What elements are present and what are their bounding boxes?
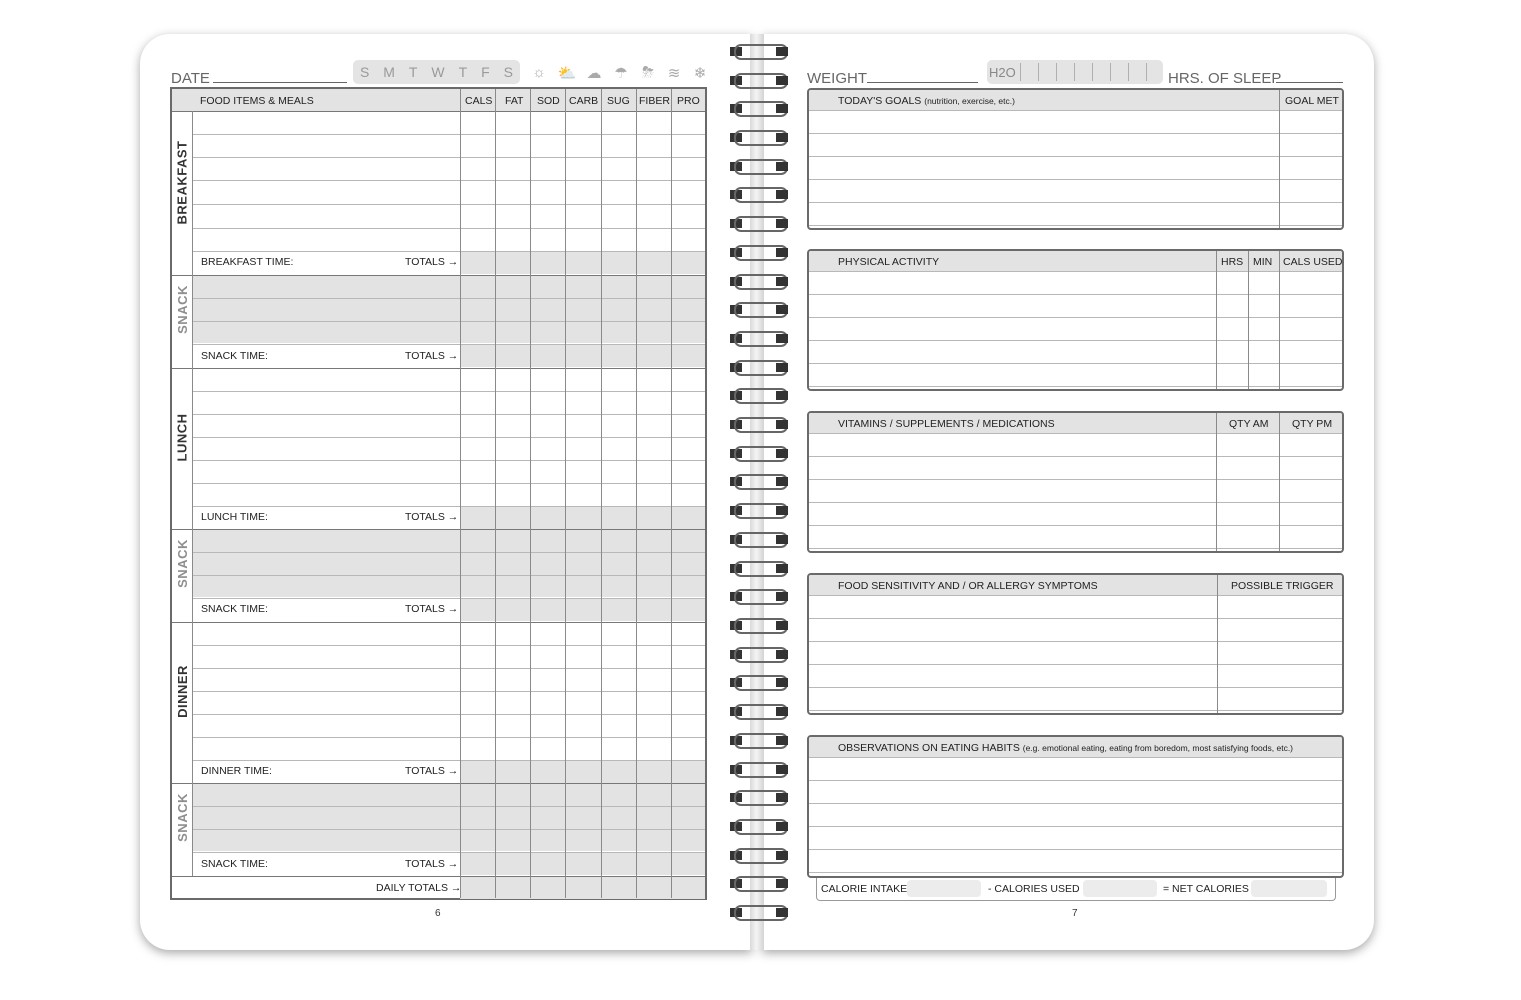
page-number-right: 7 [1072,908,1078,919]
row-line [192,157,705,158]
col-qty-pm: QTY PM [1292,418,1333,430]
row-line [192,437,705,438]
spiral-ring [730,848,788,862]
box-column-line [1248,251,1249,389]
box-row-line [809,433,1342,434]
spiral-ring [730,790,788,804]
day-mon[interactable]: M [383,64,395,80]
box-column-line [1279,90,1280,228]
snack-section-label-2: SNACK [174,538,190,588]
food-items-header: FOOD ITEMS & MEALS [200,95,314,107]
weekday-selector [353,60,520,84]
box-row-line [809,548,1342,549]
snack2-time-label: SNACK TIME: [201,603,268,615]
row-line [192,391,705,392]
box-row-line [809,780,1342,781]
observations-title: OBSERVATIONS ON EATING HABITS (e.g. emotional eating, eating from boredom, most satisfying foods, etc.) [838,742,1294,754]
spiral-ring [730,216,788,230]
row-line [192,598,705,599]
spiral-ring [730,503,788,517]
row-line [192,668,705,669]
partly-cloudy-icon[interactable]: ⛅ [557,65,577,82]
spiral-ring [730,762,788,776]
daily-totals-label: DAILY TOTALS → [376,882,462,894]
row-line [192,714,705,715]
spiral-ring [730,704,788,718]
box-row-line [809,133,1342,134]
box-column-line [1279,413,1280,551]
box-column-line [1279,251,1280,389]
box-row-line [809,202,1342,203]
row-line [192,806,705,807]
day-thu[interactable]: T [458,64,468,80]
snack1-totals-label: TOTALS → [405,350,459,362]
storm-icon[interactable]: ⛈ [641,64,654,81]
box-row-line [809,456,1342,457]
value-column-line [601,89,602,898]
day-wed[interactable]: W [431,64,445,80]
row-line [172,783,705,784]
day-sat[interactable]: S [503,64,513,80]
sleep-label: HRS. OF SLEEP [1168,70,1282,87]
wind-icon[interactable]: ≋ [667,65,681,82]
net-calories-field[interactable] [1251,880,1327,897]
row-line [192,180,705,181]
value-column-line [495,89,496,898]
box-row-line [809,618,1342,619]
totals-shade [460,760,705,783]
vitamins-title: VITAMINS / SUPPLEMENTS / MEDICATIONS [838,418,1055,430]
box-column-line [1217,575,1218,713]
row-line [192,134,705,135]
spiral-ring [730,101,788,115]
row-line [192,251,705,252]
row-line [192,645,705,646]
row-line [192,204,705,205]
h2o-label: H2O [989,65,1016,80]
value-column-line [460,89,461,898]
box-row-line [809,872,1342,873]
row-line [192,552,705,553]
box-column-line [1216,413,1217,551]
box-row-line [809,110,1342,111]
row-line [192,414,705,415]
activity-title: PHYSICAL ACTIVITY [838,256,940,268]
weight-line[interactable] [867,82,978,83]
box-row-line [809,826,1342,827]
box-row-line [809,849,1342,850]
totals-shade [460,344,705,367]
box-row-line [809,156,1342,157]
row-line [192,228,705,229]
spiral-ring [730,274,788,288]
weight-label: WEIGHT [807,70,867,87]
snack-shade [192,783,705,851]
snack2-totals-label: TOTALS → [405,603,459,615]
dinner-totals-label: TOTALS → [405,765,459,777]
col-fiber: FIBER [639,95,670,107]
row-line [172,111,705,112]
totals-shade [460,251,705,274]
row-line [172,529,705,530]
value-column-line [565,89,566,898]
box-row-line [809,386,1342,387]
row-line [192,298,705,299]
water-tracker [987,60,1163,84]
rain-icon[interactable]: ☂ [614,65,628,82]
sun-icon[interactable]: ☼ [532,64,546,81]
box-row-line [809,317,1342,318]
box-row-line [809,525,1342,526]
possible-trigger-header: POSSIBLE TRIGGER [1231,580,1334,592]
col-sod: SOD [537,95,560,107]
spiral-ring [730,905,788,919]
date-label: DATE [171,70,210,87]
calories-used-label: - CALORIES USED [988,883,1080,895]
box-row-line [809,271,1342,272]
side-column-line [192,111,193,876]
spiral-ring [730,532,788,546]
box-row-line [809,294,1342,295]
row-line [172,368,705,369]
breakfast-totals-label: TOTALS → [405,256,459,268]
spiral-ring [730,561,788,575]
box-row-line [809,803,1342,804]
box-row-line [809,687,1342,688]
spiral-ring [730,819,788,833]
goal-met-header: GOAL MET [1285,95,1339,107]
day-tue[interactable]: T [408,64,418,80]
breakfast-section-label: BREAKFAST [174,140,190,224]
col-sug: SUG [607,95,630,107]
spiral-ring [730,618,788,632]
dinner-section-label: DINNER [174,664,190,718]
snack-section-label-1: SNACK [174,284,190,334]
col-cals-used: CALS USED [1283,256,1343,268]
snow-icon[interactable]: ❄ [693,65,707,82]
row-line [172,622,705,623]
value-column-line [530,89,531,898]
spiral-ring [730,675,788,689]
sleep-line[interactable] [1276,82,1343,83]
row-line [192,852,705,853]
box-column-line [1216,251,1217,389]
spiral-ring [730,388,788,402]
calorie-intake-label: CALORIE INTAKE [821,883,908,895]
snack3-time-label: SNACK TIME: [201,858,268,870]
col-fat: FAT [505,95,524,107]
spiral-ring [730,417,788,431]
box-row-line [809,363,1342,364]
spiral-ring [730,474,788,488]
box-row-line [809,664,1342,665]
row-line [192,575,705,576]
box-row-line [809,225,1342,226]
box-row-line [809,595,1342,596]
totals-shade [460,506,705,529]
breakfast-time-label: BREAKFAST TIME: [201,256,294,268]
col-carb: CARB [569,95,599,107]
spiral-ring [730,73,788,87]
goals-title: TODAY'S GOALS (nutrition, exercise, etc.) [838,95,1015,107]
box-row-line [809,179,1342,180]
value-column-line [636,89,637,898]
calories-used-field[interactable] [1083,880,1157,897]
spiral-ring [730,589,788,603]
lunch-totals-label: TOTALS → [405,511,459,523]
lunch-section-label: LUNCH [174,413,190,461]
row-line [192,506,705,507]
box-row-line [809,710,1342,711]
col-hrs: HRS [1221,256,1244,268]
spiral-ring [730,187,788,201]
calorie-intake-field[interactable] [907,880,981,897]
spiral-ring [730,245,788,259]
sensitivity-title: FOOD SENSITIVITY AND / OR ALLERGY SYMPTOMS [838,580,1098,592]
totals-shade [460,598,705,621]
row-line [192,737,705,738]
col-qty-am: QTY AM [1229,418,1269,430]
spiral-ring [730,331,788,345]
value-column-line [671,89,672,898]
row-line [192,691,705,692]
row-line [192,344,705,345]
snack-section-label-3: SNACK [174,792,190,842]
snack-shade [192,275,705,343]
box-row-line [809,502,1342,503]
spiral-ring [730,159,788,173]
spiral-ring [730,44,788,58]
box-row-line [809,641,1342,642]
row-line [192,460,705,461]
row-line [172,876,705,877]
col-min: MIN [1253,256,1273,268]
box-row-line [809,479,1342,480]
totals-shade [460,852,705,875]
page-number-left: 6 [435,908,441,919]
spiral-ring [730,360,788,374]
day-sun[interactable]: S [359,64,370,80]
snack-shade [192,529,705,597]
day-fri[interactable]: F [481,64,490,80]
spiral-ring [730,733,788,747]
totals-shade [460,876,705,899]
lunch-time-label: LUNCH TIME: [201,511,268,523]
snack1-time-label: SNACK TIME: [201,350,268,362]
spiral-ring [730,446,788,460]
dinner-time-label: DINNER TIME: [201,765,272,777]
row-line [192,321,705,322]
col-pro: PRO [677,95,700,107]
spiral-ring [730,876,788,890]
net-calories-label: = NET CALORIES [1163,883,1249,895]
row-line [192,829,705,830]
spiral-ring [730,647,788,661]
snack3-totals-label: TOTALS → [405,858,459,870]
row-line [192,760,705,761]
col-cals: CALS [465,95,493,107]
box-row-line [809,757,1342,758]
date-line[interactable] [213,82,347,83]
cloud-icon[interactable]: ☁ [586,65,602,82]
row-line [172,275,705,276]
row-line [192,483,705,484]
spiral-ring [730,302,788,316]
box-row-line [809,340,1342,341]
spiral-ring [730,130,788,144]
